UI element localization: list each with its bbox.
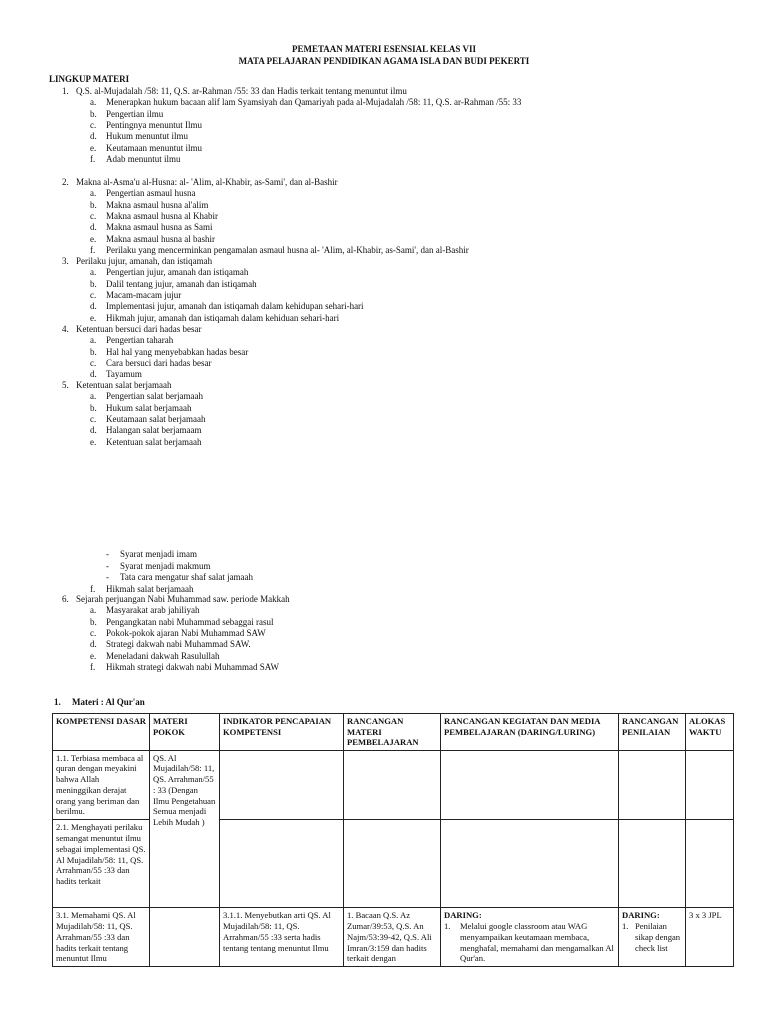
item-text: Keutamaan salat berjamaah	[106, 413, 206, 424]
item-marker: c.	[90, 357, 97, 368]
empty-cell	[344, 820, 441, 908]
dash-item	[106, 561, 210, 572]
item-text: Pengertian taharah	[106, 335, 174, 346]
title-line-2: MATA PELAJARAN PENDIDIKAN AGAMA ISLA DAN BUDI PEKERTI	[238, 56, 530, 66]
item-text: Strategi dakwah nabi Muhammad SAW.	[106, 639, 251, 650]
materi-label: Materi : Al Qur'an	[72, 697, 145, 707]
list-item	[90, 335, 173, 346]
item-text: Dalil tentang jujur, amanah dan istiqamah	[106, 278, 257, 289]
daring-label: DARING:	[444, 910, 482, 921]
item-text: Meneladani dakwah Rasulullah	[106, 650, 220, 661]
list-item	[90, 97, 521, 108]
item-text: Hikmah jujur, amanah dan istiqamah dalam kehiduan sehari-hari	[106, 312, 340, 323]
item-text: Hal hal yang menyebabkan hadas besar	[106, 346, 249, 357]
item-text: Cara bersuci dari hadas besar	[106, 357, 212, 368]
materi-pokok-cell: QS. Al Mujadilah/58: 11, QS. Arrahman/55 : 33 (Dengan Ilmu Pengetahuan Semua menjadi Lebih Mudah )	[150, 750, 220, 908]
item-marker: a.	[90, 335, 97, 346]
section-title	[62, 380, 171, 391]
item-marker: c.	[90, 627, 97, 638]
item-text: Implementasi jujur, amanah dan istiqamah dalam kehidupan sehari-hari	[106, 301, 364, 312]
section-number: 3.	[62, 256, 69, 266]
penilaian-number: 1.	[622, 921, 629, 932]
item-marker: c.	[90, 289, 97, 300]
item-text: Syarat menjadi imam	[120, 549, 197, 559]
header-rancangan-penilaian: RANCANGAN PENILAIAN	[619, 714, 686, 751]
item-text: Hukum salat berjamaah	[106, 402, 192, 413]
list-item	[90, 605, 199, 616]
item-marker: b.	[90, 346, 97, 357]
section-title-text: Sejarah perjuangan Nabi Muhammad saw. periode Makkah	[76, 594, 290, 604]
item-text: Masyarakat arab jahiliyah	[106, 605, 200, 616]
kegiatan-text: Melalui google classroom atau WAG menyampaikan keutamaan membaca, menghafal, memahami dan mengamalkan Al Qur'an.	[460, 921, 614, 964]
item-text: Pengertian ilmu	[106, 108, 164, 119]
item-marker: a.	[90, 391, 97, 402]
section-number: 4.	[62, 324, 69, 334]
list-item	[90, 143, 202, 154]
list-item	[90, 188, 195, 199]
item-text: Macam-macam jujur	[106, 289, 182, 300]
item-marker: c.	[90, 413, 97, 424]
empty-cell	[619, 820, 686, 908]
item-text: Pengertian jujur, amanah dan istiqamah	[106, 267, 249, 278]
item-text: Makna asmaul husna as Sami	[106, 222, 213, 233]
item-text: Tayamum	[106, 369, 142, 380]
section-title	[62, 256, 212, 267]
rancangan-materi-cell: 1. Bacaan Q.S. Az Zumar/39:53, Q.S. An Najm/53:39-42, Q.S. Ali Imran/3:159 dan hadits terkait dengan	[344, 908, 441, 967]
item-text: Hikmah salat berjamaah	[106, 584, 194, 594]
section-number: 6.	[62, 594, 69, 604]
item-marker: e.	[90, 233, 97, 244]
dash-marker: -	[106, 549, 109, 559]
list-item	[90, 301, 364, 312]
list-item	[90, 131, 188, 142]
section-number: 1.	[62, 86, 69, 96]
list-item	[90, 425, 201, 436]
empty-cell	[150, 908, 220, 967]
item-marker: a.	[90, 267, 97, 278]
dash-item	[106, 572, 253, 583]
item-text: Perilaku yang mencerminkan pengamalan asmaul husna al- 'Alim, al-Khabir, as-Sami', dan al-Bashir	[106, 244, 469, 255]
list-item	[90, 279, 257, 290]
empty-cell	[441, 750, 619, 820]
list-item	[90, 290, 181, 301]
section-number: 2.	[62, 177, 69, 187]
section-title-text: Ketentuan salat berjamaah	[76, 380, 172, 390]
empty-cell	[220, 750, 344, 820]
item-text: Syarat menjadi makmum	[120, 561, 211, 571]
kd-2-cell: 2.1. Menghayati perilaku semangat menuntut ilmu sebagai implementasi QS. Al Mujadilah/58: 11, QS. Arrahman/55 :33 dan hadits terkait	[53, 820, 150, 908]
section-number: 5.	[62, 380, 69, 390]
item-marker: d.	[90, 131, 97, 142]
title-line-1: PEMETAAN MATERI ESENSIAL KELAS VII	[291, 44, 477, 54]
item-marker: e.	[90, 436, 97, 447]
item-marker: f.	[90, 584, 96, 594]
kd-1-cell: 1.1. Terbiasa membaca al quran dengan meyakini bahwa Allah meninggikan derajat orang yang beriman dan berilmu.	[53, 750, 150, 820]
list-item	[90, 154, 181, 165]
item-marker: b.	[90, 108, 97, 119]
section-title	[62, 86, 407, 97]
item-marker: d.	[90, 639, 97, 650]
list-item	[90, 313, 339, 324]
item-marker: c.	[90, 210, 97, 221]
list-item	[90, 617, 273, 628]
lingkup-heading: LINGKUP MATERI	[49, 74, 130, 84]
item-text: Tata cara mengatur shaf salat jamaah	[120, 572, 254, 582]
indikator-cell: 3.1.1. Menyebutkan arti QS. Al Mujadilah/58: 11, QS. Arrahman/55 :33 serta hadis tentang tentang menuntut Ilmu	[220, 908, 344, 967]
section-title	[62, 177, 338, 188]
list-item	[90, 414, 205, 425]
item-marker: e.	[90, 142, 97, 153]
item-text: Pengertian salat berjamaah	[106, 391, 203, 402]
list-item	[90, 200, 208, 211]
item-marker: a.	[90, 605, 97, 616]
item-text: Halangan salat berjamaam	[106, 425, 202, 436]
list-item	[90, 369, 142, 380]
section-title-text: Q.S. al-Mujadalah /58: 11, Q.S. ar-Rahman /55: 33 dan Hadis terkait tentang menuntut ilmu	[76, 86, 407, 96]
item-marker: f.	[90, 661, 96, 672]
item-text: Hikmah strategi dakwah nabi Muhammad SAW	[106, 661, 279, 672]
penilaian-item	[622, 921, 682, 953]
item-text: Makna asmaul husna al'alim	[106, 199, 209, 210]
list-item	[90, 222, 212, 233]
list-item	[90, 120, 202, 131]
item-text: Ketentuan salat berjamaah	[106, 436, 202, 447]
penilaian-text: Penilaian sikap dengan check list	[635, 921, 681, 953]
item-text: Hukum menuntut ilmu	[106, 131, 188, 142]
header-indikator: INDIKATOR PENCAPAIAN KOMPETENSI	[220, 714, 344, 751]
section-title	[62, 594, 290, 605]
empty-cell	[441, 820, 619, 908]
kd-3-cell: 3.1. Memahami QS. Al Mujadilah/58: 11, QS. Arrahman/55 :33 dan hadits terkait tentang menuntut Ilmu	[53, 908, 150, 967]
materi-heading	[54, 697, 145, 708]
rancangan-penilaian-cell	[619, 908, 686, 967]
item-marker: e.	[90, 650, 97, 661]
dash-marker: -	[106, 561, 109, 571]
list-item	[90, 437, 201, 448]
header-rancangan-kegiatan: RANCANGAN KEGIATAN DAN MEDIA PEMBELAJARAN (DARING/LURING)	[441, 714, 619, 751]
item-marker: b.	[90, 278, 97, 289]
list-item	[90, 662, 279, 673]
item-marker: e.	[90, 312, 97, 323]
header-rancangan-materi: RANCANGAN MATERI PEMBELAJARAN	[344, 714, 441, 751]
table-row	[53, 750, 734, 820]
item-marker: f.	[90, 153, 96, 164]
table-row	[53, 908, 734, 967]
item-text: Makna asmaul husna al Khabir	[106, 210, 218, 221]
list-item	[90, 628, 266, 639]
list-item	[90, 109, 163, 120]
list-item	[90, 391, 203, 402]
pemetaan-table	[52, 713, 734, 967]
item-text: Pengangkatan nabi Muhammad sebaggai rasul	[106, 616, 274, 627]
item-text: Keutamaan menuntut ilmu	[106, 142, 202, 153]
list-item	[90, 211, 218, 222]
header-kompetensi-dasar: KOMPETENSI DASAR	[53, 714, 150, 751]
table-header-row	[53, 714, 734, 751]
list-item	[90, 347, 248, 358]
dash-marker: -	[106, 572, 109, 582]
header-alokasi-waktu: ALOKAS WAKTU	[686, 714, 734, 751]
kegiatan-number: 1.	[444, 921, 451, 932]
dash-item	[106, 549, 197, 560]
list-item	[90, 403, 191, 414]
empty-cell	[220, 820, 344, 908]
list-item	[90, 651, 219, 662]
list-item	[90, 358, 211, 369]
empty-cell	[619, 750, 686, 820]
header-materi-pokok: MATERI POKOK	[150, 714, 220, 751]
item-marker: d.	[90, 222, 97, 233]
item-text: Menerapkan hukum bacaan alif lam Syamsiyah dan Qamariyah pada al-Mujadalah /58: 11, Q.S. ar-Rahman /55: 33	[106, 97, 522, 108]
item-marker: b.	[90, 199, 97, 210]
item-text: Pengertian asmaul husna	[106, 188, 196, 199]
penilaian-daring-label: DARING:	[622, 910, 660, 921]
item-marker: a.	[90, 97, 97, 108]
item-marker: b.	[90, 616, 97, 627]
section-title	[62, 324, 201, 335]
item-marker: d.	[90, 369, 97, 380]
materi-number: 1.	[54, 697, 61, 707]
item-text: Pentingnya menuntut Ilmu	[106, 119, 202, 130]
item-marker: f.	[90, 244, 96, 255]
section-title-text: Ketentuan bersuci dari hadas besar	[76, 324, 202, 334]
list-item	[90, 267, 248, 278]
item-text: Adab menuntut ilmu	[106, 153, 181, 164]
list-item	[90, 245, 469, 256]
empty-cell	[686, 750, 734, 820]
empty-cell	[686, 820, 734, 908]
item-text: Makna asmaul husna al bashir	[106, 233, 215, 244]
list-item	[90, 639, 251, 650]
section-title-text: Makna al-Asma'u al-Husna: al- 'Alim, al-Khabir, as-Sami', dan al-Bashir	[76, 177, 338, 187]
kegiatan-item	[444, 921, 615, 964]
item-text: Pokok-pokok ajaran Nabi Muhammad SAW	[106, 627, 266, 638]
item-marker: a.	[90, 188, 97, 199]
item-marker: b.	[90, 402, 97, 413]
item-marker: c.	[90, 119, 97, 130]
item-marker: d.	[90, 425, 97, 436]
section-title-text: Perilaku jujur, amanah, dan istiqamah	[76, 256, 213, 266]
item-marker: d.	[90, 301, 97, 312]
alokasi-waktu-cell: 3 x 3 JPL	[686, 908, 734, 967]
list-item	[90, 234, 215, 245]
rancangan-kegiatan-cell	[441, 908, 619, 967]
empty-cell	[344, 750, 441, 820]
